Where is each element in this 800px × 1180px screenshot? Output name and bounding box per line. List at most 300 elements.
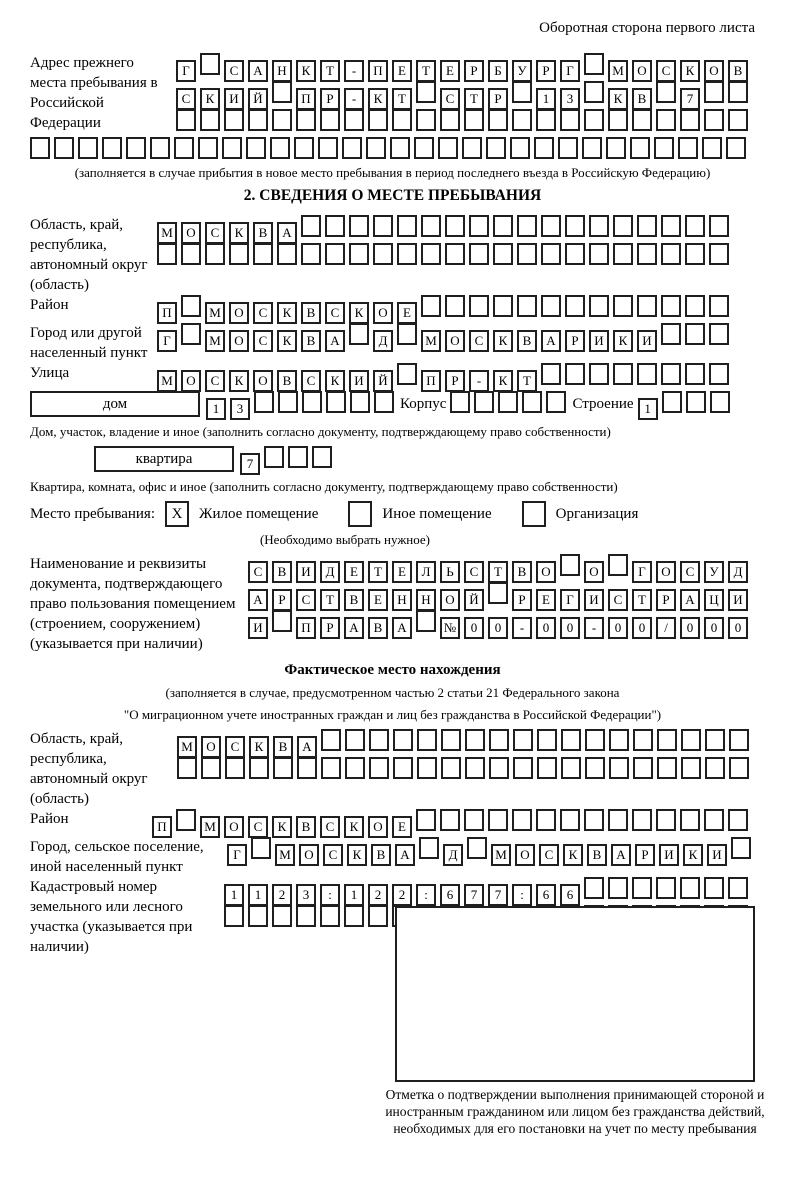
char-cell[interactable] <box>613 295 633 317</box>
char-cell[interactable]: О <box>656 561 676 583</box>
char-cell[interactable] <box>704 81 724 103</box>
char-cell[interactable] <box>465 757 485 779</box>
char-cell[interactable] <box>704 877 724 899</box>
char-cell[interactable] <box>513 729 533 751</box>
char-cell[interactable]: Е <box>397 302 417 324</box>
char-cell[interactable]: М <box>157 222 177 244</box>
char-cell[interactable] <box>637 295 657 317</box>
korpus-boxes[interactable] <box>450 391 570 413</box>
char-cell[interactable]: Д <box>373 330 393 352</box>
char-cell[interactable]: С <box>248 561 268 583</box>
char-cell[interactable] <box>397 243 417 265</box>
char-cell[interactable]: Т <box>392 88 412 110</box>
char-cell[interactable] <box>584 109 604 131</box>
char-cell[interactable] <box>709 215 729 237</box>
char-cell[interactable] <box>582 137 602 159</box>
char-cell[interactable]: 2 <box>368 884 388 906</box>
char-cell[interactable]: С <box>176 88 196 110</box>
char-cell[interactable]: К <box>349 302 369 324</box>
char-cell[interactable]: М <box>200 816 220 838</box>
char-cell[interactable]: Г <box>560 60 580 82</box>
char-cell[interactable] <box>493 243 513 265</box>
char-cell[interactable]: 0 <box>560 617 580 639</box>
char-cell[interactable]: Г <box>176 60 196 82</box>
char-cell[interactable]: Е <box>440 60 460 82</box>
char-cell[interactable] <box>464 809 484 831</box>
char-cell[interactable]: О <box>536 561 556 583</box>
char-cell[interactable] <box>441 729 461 751</box>
char-cell[interactable]: П <box>296 617 316 639</box>
char-cell[interactable]: М <box>205 302 225 324</box>
char-cell[interactable] <box>445 243 465 265</box>
char-cell[interactable] <box>278 391 298 413</box>
char-cell[interactable] <box>369 729 389 751</box>
char-cell[interactable] <box>273 757 293 779</box>
char-cell[interactable]: П <box>368 60 388 82</box>
char-cell[interactable] <box>417 729 437 751</box>
char-cell[interactable] <box>709 295 729 317</box>
char-cell[interactable]: Р <box>272 589 292 611</box>
char-cell[interactable] <box>537 729 557 751</box>
char-cell[interactable] <box>728 81 748 103</box>
char-cell[interactable] <box>661 323 681 345</box>
char-cell[interactable]: О <box>368 816 388 838</box>
char-cell[interactable] <box>584 81 604 103</box>
char-cell[interactable] <box>565 243 585 265</box>
char-cell[interactable] <box>489 729 509 751</box>
char-cell[interactable] <box>705 729 725 751</box>
char-cell[interactable] <box>613 363 633 385</box>
char-cell[interactable] <box>534 137 554 159</box>
house-type-box[interactable]: дом <box>30 391 200 417</box>
char-cell[interactable]: 7 <box>240 453 260 475</box>
char-cell[interactable]: О <box>515 844 535 866</box>
char-cell[interactable] <box>488 809 508 831</box>
char-cell[interactable] <box>441 757 461 779</box>
char-cell[interactable]: О <box>584 561 604 583</box>
char-cell[interactable] <box>517 295 537 317</box>
char-cell[interactable] <box>729 729 749 751</box>
char-cell[interactable] <box>498 391 518 413</box>
char-cell[interactable]: Т <box>368 561 388 583</box>
char-cell[interactable]: 7 <box>680 88 700 110</box>
char-cell[interactable] <box>181 295 201 317</box>
char-cell[interactable] <box>686 391 706 413</box>
char-cell[interactable] <box>469 295 489 317</box>
char-cell[interactable]: Й <box>373 370 393 392</box>
document-line2[interactable] <box>248 582 752 607</box>
char-cell[interactable] <box>632 109 652 131</box>
checkbox-residential[interactable]: X <box>165 501 189 527</box>
char-cell[interactable]: Е <box>392 816 412 838</box>
char-cell[interactable] <box>392 109 412 131</box>
char-cell[interactable]: Т <box>517 370 537 392</box>
char-cell[interactable]: 0 <box>608 617 628 639</box>
char-cell[interactable] <box>488 109 508 131</box>
char-cell[interactable]: П <box>152 816 172 838</box>
char-cell[interactable] <box>393 729 413 751</box>
char-cell[interactable]: Т <box>320 589 340 611</box>
char-cell[interactable]: Е <box>392 561 412 583</box>
char-cell[interactable]: О <box>181 370 201 392</box>
char-cell[interactable] <box>654 137 674 159</box>
char-cell[interactable]: 6 <box>440 884 460 906</box>
apartment-type-box[interactable]: квартира <box>94 446 234 472</box>
char-cell[interactable] <box>608 554 628 576</box>
char-cell[interactable] <box>325 215 345 237</box>
actual-region-line1[interactable] <box>177 729 753 754</box>
char-cell[interactable] <box>350 391 370 413</box>
char-cell[interactable]: 0 <box>488 617 508 639</box>
char-cell[interactable] <box>512 809 532 831</box>
actual-city-line1[interactable] <box>227 837 755 862</box>
char-cell[interactable] <box>565 215 585 237</box>
char-cell[interactable] <box>710 391 730 413</box>
char-cell[interactable]: 0 <box>680 617 700 639</box>
char-cell[interactable] <box>584 877 604 899</box>
char-cell[interactable] <box>558 137 578 159</box>
char-cell[interactable] <box>150 137 170 159</box>
prev-address-line2[interactable] <box>176 81 752 106</box>
char-cell[interactable]: У <box>512 60 532 82</box>
char-cell[interactable] <box>657 757 677 779</box>
char-cell[interactable] <box>181 243 201 265</box>
char-cell[interactable]: 3 <box>560 88 580 110</box>
char-cell[interactable]: 6 <box>560 884 580 906</box>
char-cell[interactable]: С <box>323 844 343 866</box>
char-cell[interactable] <box>680 809 700 831</box>
char-cell[interactable] <box>637 243 657 265</box>
char-cell[interactable] <box>656 109 676 131</box>
char-cell[interactable]: И <box>349 370 369 392</box>
char-cell[interactable]: А <box>344 617 364 639</box>
char-cell[interactable]: А <box>680 589 700 611</box>
char-cell[interactable] <box>680 109 700 131</box>
char-cell[interactable]: Т <box>320 60 340 82</box>
char-cell[interactable] <box>510 137 530 159</box>
char-cell[interactable]: Т <box>488 561 508 583</box>
char-cell[interactable] <box>705 757 725 779</box>
char-cell[interactable]: - <box>512 617 532 639</box>
char-cell[interactable] <box>374 391 394 413</box>
char-cell[interactable]: С <box>253 330 273 352</box>
char-cell[interactable] <box>613 243 633 265</box>
char-cell[interactable]: О <box>440 589 460 611</box>
char-cell[interactable] <box>685 295 705 317</box>
char-cell[interactable]: С <box>253 302 273 324</box>
char-cell[interactable] <box>397 215 417 237</box>
char-cell[interactable] <box>729 757 749 779</box>
char-cell[interactable]: В <box>301 302 321 324</box>
char-cell[interactable] <box>421 243 441 265</box>
char-cell[interactable] <box>657 729 677 751</box>
char-cell[interactable]: В <box>512 561 532 583</box>
char-cell[interactable]: В <box>368 617 388 639</box>
city-line1[interactable] <box>157 323 733 348</box>
char-cell[interactable]: В <box>728 60 748 82</box>
char-cell[interactable] <box>584 809 604 831</box>
char-cell[interactable]: Р <box>635 844 655 866</box>
char-cell[interactable]: 0 <box>464 617 484 639</box>
char-cell[interactable] <box>709 243 729 265</box>
char-cell[interactable]: А <box>611 844 631 866</box>
char-cell[interactable] <box>30 137 50 159</box>
char-cell[interactable]: М <box>205 330 225 352</box>
char-cell[interactable] <box>349 323 369 345</box>
char-cell[interactable] <box>656 877 676 899</box>
char-cell[interactable] <box>662 391 682 413</box>
char-cell[interactable]: К <box>325 370 345 392</box>
char-cell[interactable]: О <box>299 844 319 866</box>
char-cell[interactable]: Й <box>464 589 484 611</box>
char-cell[interactable] <box>224 905 244 927</box>
char-cell[interactable] <box>613 215 633 237</box>
prev-address-line3[interactable] <box>176 109 752 131</box>
char-cell[interactable]: В <box>301 330 321 352</box>
char-cell[interactable]: С <box>656 60 676 82</box>
char-cell[interactable]: 0 <box>728 617 748 639</box>
char-cell[interactable] <box>272 905 292 927</box>
region-line1[interactable] <box>157 215 733 240</box>
char-cell[interactable]: С <box>608 589 628 611</box>
char-cell[interactable]: Е <box>368 589 388 611</box>
char-cell[interactable] <box>296 109 316 131</box>
char-cell[interactable] <box>493 295 513 317</box>
char-cell[interactable] <box>270 137 290 159</box>
char-cell[interactable] <box>536 109 556 131</box>
char-cell[interactable]: К <box>493 330 513 352</box>
char-cell[interactable] <box>709 363 729 385</box>
char-cell[interactable] <box>297 757 317 779</box>
char-cell[interactable]: Г <box>227 844 247 866</box>
char-cell[interactable] <box>608 809 628 831</box>
char-cell[interactable]: Е <box>344 561 364 583</box>
char-cell[interactable]: Л <box>416 561 436 583</box>
char-cell[interactable] <box>344 905 364 927</box>
char-cell[interactable]: У <box>704 561 724 583</box>
char-cell[interactable] <box>301 215 321 237</box>
char-cell[interactable] <box>637 215 657 237</box>
char-cell[interactable]: : <box>512 884 532 906</box>
char-cell[interactable]: К <box>608 88 628 110</box>
char-cell[interactable]: И <box>707 844 727 866</box>
char-cell[interactable]: А <box>248 60 268 82</box>
char-cell[interactable]: С <box>224 60 244 82</box>
checkbox-other-premises[interactable] <box>348 501 372 527</box>
char-cell[interactable] <box>345 729 365 751</box>
char-cell[interactable] <box>462 137 482 159</box>
char-cell[interactable] <box>488 582 508 604</box>
char-cell[interactable]: В <box>273 736 293 758</box>
char-cell[interactable] <box>251 837 271 859</box>
char-cell[interactable]: 1 <box>536 88 556 110</box>
char-cell[interactable] <box>474 391 494 413</box>
char-cell[interactable] <box>272 610 292 632</box>
char-cell[interactable]: С <box>225 736 245 758</box>
char-cell[interactable] <box>248 109 268 131</box>
char-cell[interactable]: М <box>177 736 197 758</box>
char-cell[interactable]: К <box>493 370 513 392</box>
char-cell[interactable]: С <box>469 330 489 352</box>
char-cell[interactable] <box>254 391 274 413</box>
char-cell[interactable]: О <box>632 60 652 82</box>
char-cell[interactable]: М <box>421 330 441 352</box>
char-cell[interactable]: Ь <box>440 561 460 583</box>
char-cell[interactable]: С <box>680 561 700 583</box>
char-cell[interactable] <box>205 243 225 265</box>
char-cell[interactable] <box>174 137 194 159</box>
char-cell[interactable]: : <box>320 884 340 906</box>
char-cell[interactable] <box>321 757 341 779</box>
char-cell[interactable] <box>200 109 220 131</box>
char-cell[interactable] <box>416 809 436 831</box>
stroenie-boxes[interactable] <box>638 391 734 416</box>
char-cell[interactable]: 1 <box>638 398 658 420</box>
char-cell[interactable] <box>421 215 441 237</box>
char-cell[interactable]: 6 <box>536 884 556 906</box>
char-cell[interactable] <box>606 137 626 159</box>
char-cell[interactable] <box>541 215 561 237</box>
char-cell[interactable]: 1 <box>206 398 226 420</box>
char-cell[interactable] <box>366 137 386 159</box>
char-cell[interactable]: К <box>296 60 316 82</box>
char-cell[interactable] <box>661 243 681 265</box>
char-cell[interactable]: - <box>344 88 364 110</box>
char-cell[interactable]: И <box>224 88 244 110</box>
char-cell[interactable] <box>469 215 489 237</box>
char-cell[interactable]: И <box>296 561 316 583</box>
char-cell[interactable] <box>565 363 585 385</box>
char-cell[interactable]: Е <box>536 589 556 611</box>
char-cell[interactable] <box>561 729 581 751</box>
checkbox-organization[interactable] <box>522 501 546 527</box>
char-cell[interactable]: В <box>296 816 316 838</box>
char-cell[interactable]: Й <box>248 88 268 110</box>
char-cell[interactable]: Р <box>512 589 532 611</box>
char-cell[interactable] <box>349 243 369 265</box>
char-cell[interactable]: С <box>539 844 559 866</box>
char-cell[interactable] <box>467 837 487 859</box>
char-cell[interactable]: Р <box>445 370 465 392</box>
char-cell[interactable]: К <box>347 844 367 866</box>
district-line1[interactable] <box>157 295 733 320</box>
char-cell[interactable] <box>296 905 316 927</box>
char-cell[interactable] <box>393 757 413 779</box>
char-cell[interactable]: Г <box>632 561 652 583</box>
char-cell[interactable] <box>609 729 629 751</box>
char-cell[interactable] <box>661 363 681 385</box>
char-cell[interactable]: А <box>277 222 297 244</box>
char-cell[interactable] <box>229 243 249 265</box>
char-cell[interactable] <box>397 323 417 345</box>
char-cell[interactable] <box>126 137 146 159</box>
char-cell[interactable] <box>681 729 701 751</box>
char-cell[interactable] <box>288 446 308 468</box>
char-cell[interactable] <box>632 877 652 899</box>
char-cell[interactable]: В <box>587 844 607 866</box>
char-cell[interactable]: М <box>608 60 628 82</box>
char-cell[interactable] <box>326 391 346 413</box>
char-cell[interactable] <box>440 109 460 131</box>
char-cell[interactable] <box>661 215 681 237</box>
char-cell[interactable]: А <box>248 589 268 611</box>
char-cell[interactable] <box>731 837 751 859</box>
char-cell[interactable] <box>637 363 657 385</box>
char-cell[interactable] <box>421 295 441 317</box>
char-cell[interactable] <box>702 137 722 159</box>
char-cell[interactable] <box>102 137 122 159</box>
char-cell[interactable] <box>630 137 650 159</box>
char-cell[interactable] <box>54 137 74 159</box>
char-cell[interactable]: 7 <box>488 884 508 906</box>
char-cell[interactable] <box>685 215 705 237</box>
char-cell[interactable] <box>345 757 365 779</box>
char-cell[interactable]: В <box>253 222 273 244</box>
char-cell[interactable]: А <box>541 330 561 352</box>
char-cell[interactable]: Р <box>536 60 556 82</box>
char-cell[interactable] <box>445 215 465 237</box>
char-cell[interactable] <box>726 137 746 159</box>
char-cell[interactable] <box>277 243 297 265</box>
char-cell[interactable]: О <box>373 302 393 324</box>
char-cell[interactable]: 2 <box>392 884 412 906</box>
char-cell[interactable] <box>450 391 470 413</box>
char-cell[interactable] <box>517 243 537 265</box>
char-cell[interactable]: С <box>320 816 340 838</box>
char-cell[interactable]: С <box>248 816 268 838</box>
char-cell[interactable] <box>561 757 581 779</box>
char-cell[interactable]: Е <box>392 60 412 82</box>
char-cell[interactable]: М <box>275 844 295 866</box>
region-line2[interactable] <box>157 243 733 265</box>
char-cell[interactable] <box>464 109 484 131</box>
char-cell[interactable] <box>656 81 676 103</box>
char-cell[interactable]: Б <box>488 60 508 82</box>
char-cell[interactable] <box>541 363 561 385</box>
char-cell[interactable] <box>608 109 628 131</box>
char-cell[interactable] <box>312 446 332 468</box>
char-cell[interactable]: Р <box>488 88 508 110</box>
char-cell[interactable]: К <box>277 330 297 352</box>
char-cell[interactable]: С <box>205 370 225 392</box>
char-cell[interactable] <box>537 757 557 779</box>
char-cell[interactable]: Г <box>157 330 177 352</box>
char-cell[interactable] <box>522 391 542 413</box>
char-cell[interactable]: К <box>344 816 364 838</box>
char-cell[interactable] <box>272 109 292 131</box>
char-cell[interactable]: К <box>368 88 388 110</box>
char-cell[interactable]: Ц <box>704 589 724 611</box>
char-cell[interactable]: О <box>253 370 273 392</box>
char-cell[interactable]: К <box>277 302 297 324</box>
char-cell[interactable]: В <box>517 330 537 352</box>
char-cell[interactable]: 1 <box>248 884 268 906</box>
char-cell[interactable]: М <box>491 844 511 866</box>
actual-district-line1[interactable] <box>152 809 752 834</box>
char-cell[interactable] <box>177 757 197 779</box>
char-cell[interactable] <box>373 215 393 237</box>
char-cell[interactable]: О <box>229 330 249 352</box>
char-cell[interactable] <box>246 137 266 159</box>
char-cell[interactable] <box>465 729 485 751</box>
char-cell[interactable] <box>704 809 724 831</box>
char-cell[interactable]: В <box>344 589 364 611</box>
apartment-number-boxes[interactable] <box>240 446 336 471</box>
char-cell[interactable]: 1 <box>224 884 244 906</box>
char-cell[interactable]: К <box>249 736 269 758</box>
char-cell[interactable]: Т <box>416 60 436 82</box>
char-cell[interactable] <box>201 757 221 779</box>
